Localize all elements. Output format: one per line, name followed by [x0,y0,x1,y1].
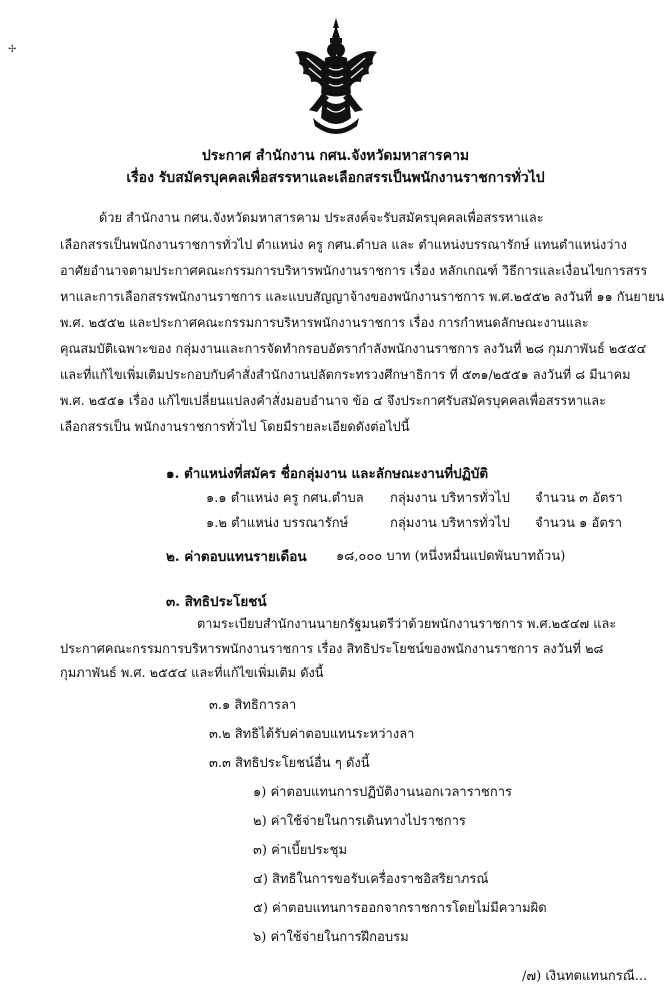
intro-line: คุณสมบัติเฉพาะของ กลุ่มงานและการจัดทำกรอบอัตรากำลังพนักงานราชการ ลงวันที่ ๒๘ กุมภาพันธ์ ๒๕๕๔ [60,342,647,357]
benefit-subitem: ๔) สิทธิในการขอรับเครื่องราชอิสริยาภรณ์ [253,872,489,887]
position-2: ๑.๒ ตำแหน่ง บรรณารักษ์ [206,516,349,531]
benefit-subitem: ๕) ค่าตอบแทนการออกจากราชการโดยไม่มีความผิด [253,901,547,916]
intro-line: ด้วย สำนักงาน กศน.จังหวัดมหาสารคาม ประสงค์จะรับสมัครบุคคลเพื่อสรรหาและ [99,211,544,226]
announcement-title: ประกาศ สำนักงาน กศน.จังหวัดมหาสารคาม [201,148,470,164]
benefit-subitem: ๑) ค่าตอบแทนการปฏิบัติงานนอกเวลาราชการ [253,785,512,800]
page-continuation: /๗) เงินทดแทนกรณี... [522,969,648,984]
position-1: ๑.๑ ตำแหน่ง ครู กศน.ตำบล [206,491,364,506]
monthly-pay-amount: ๑๘,๐๐๐ บาท (หนึ่งหมื่นแปดพันบาทถ้วน) [336,549,566,564]
benefit-item: ๓.๓ สิทธิประโยชน์อื่น ๆ ดังนี้ [209,756,370,771]
benefits-line: ตามระเบียบสำนักงานนายกรัฐมนตรีว่าด้วยพนักงานราชการ พ.ศ.๒๕๔๗ และ [197,617,617,632]
intro-line: และที่แก้ไขเพิ่มเติมประกอบกับคำสั่งสำนักงานปลัดกระทรวงศึกษาธิการ ที่ ๕๓๑/๒๕๕๑ ลงวันที่ ๘ มีนาคม [60,368,631,383]
position-2-count: จำนวน ๑ อัตรา [535,516,623,531]
benefit-item: ๓.๒ สิทธิได้รับค่าตอบแทนระหว่างลา [209,727,415,742]
benefits-line: ประกาศคณะกรรมการบริหารพนักงานราชการ เรื่อง สิทธิประโยชน์ของพนักงานราชการ ลงวันที่ ๒๘ [60,642,604,657]
section-3-title: ๓. สิทธิประโยชน์ [166,594,267,610]
intro-line: พ.ศ. ๒๕๕๒ และประกาศคณะกรรมการบริหารพนักงานราชการ เรื่อง การกำหนดลักษณะงานและ [60,316,589,331]
intro-line: เลือกสรรเป็น พนักงานราชการทั่วไป โดยมีรายละเอียดดังต่อไปนี้ [60,420,410,435]
benefit-item: ๓.๑ สิทธิการลา [209,698,297,713]
benefit-subitem: ๓) ค่าเบี้ยประชุม [253,843,348,858]
benefit-subitem: ๖) ค่าใช้จ่ายในการฝึกอบรม [253,930,409,945]
intro-line: พ.ศ. ๒๕๕๑ เรื่อง แก้ไขเปลี่ยนแปลงคำสั่งมอบอำนาจ ข้อ ๔ จึงประกาศรับสมัครบุคคลเพื่อสรรหาและ [60,394,606,409]
intro-line: อาศัยอำนาจตามประกาศคณะกรรมการบริหารพนักงานราชการ เรื่อง หลักเกณฑ์ วิธีการและเงื่อนไขการสรร [60,264,648,279]
position-1-count: จำนวน ๓ อัตรา [535,491,623,506]
announcement-subject: เรื่อง รับสมัครบุคคลเพื่อสรรหาและเลือกสรรเป็นพนักงานราชการทั่วไป [126,170,545,186]
section-2-title: ๒. ค่าตอบแทนรายเดือน [166,549,307,565]
position-2-group: กลุ่มงาน บริหารทั่วไป [390,516,510,531]
section-1-title: ๑. ตำแหน่งที่สมัคร ชื่อกลุ่มงาน และลักษณะงานที่ปฏิบัติ [166,466,489,482]
benefit-subitem: ๒) ค่าใช้จ่ายในการเดินทางไปราชการ [253,814,466,829]
intro-line: หาและการเลือกสรรพนักงานราชการ และแบบสัญญาจ้างของพนักงานราชการ พ.ศ.๒๕๕๒ ลงวันที่ ๑๑ กันยายน [60,290,665,305]
garuda-emblem-icon [293,18,379,138]
benefits-line: กุมภาพันธ์ พ.ศ. ๒๕๕๔ และที่แก้ไขเพิ่มเติม ดังนี้ [60,666,324,681]
intro-line: เลือกสรรเป็นพนักงานราชการทั่วไป ตำแหน่ง ครู กศน.ตำบล และ ตำแหน่งบรรณารักษ์ แทนตำแหน่งว่าง [60,238,627,253]
margin-mark: ✢ [8,44,17,55]
position-1-group: กลุ่มงาน บริหารทั่วไป [390,491,510,506]
